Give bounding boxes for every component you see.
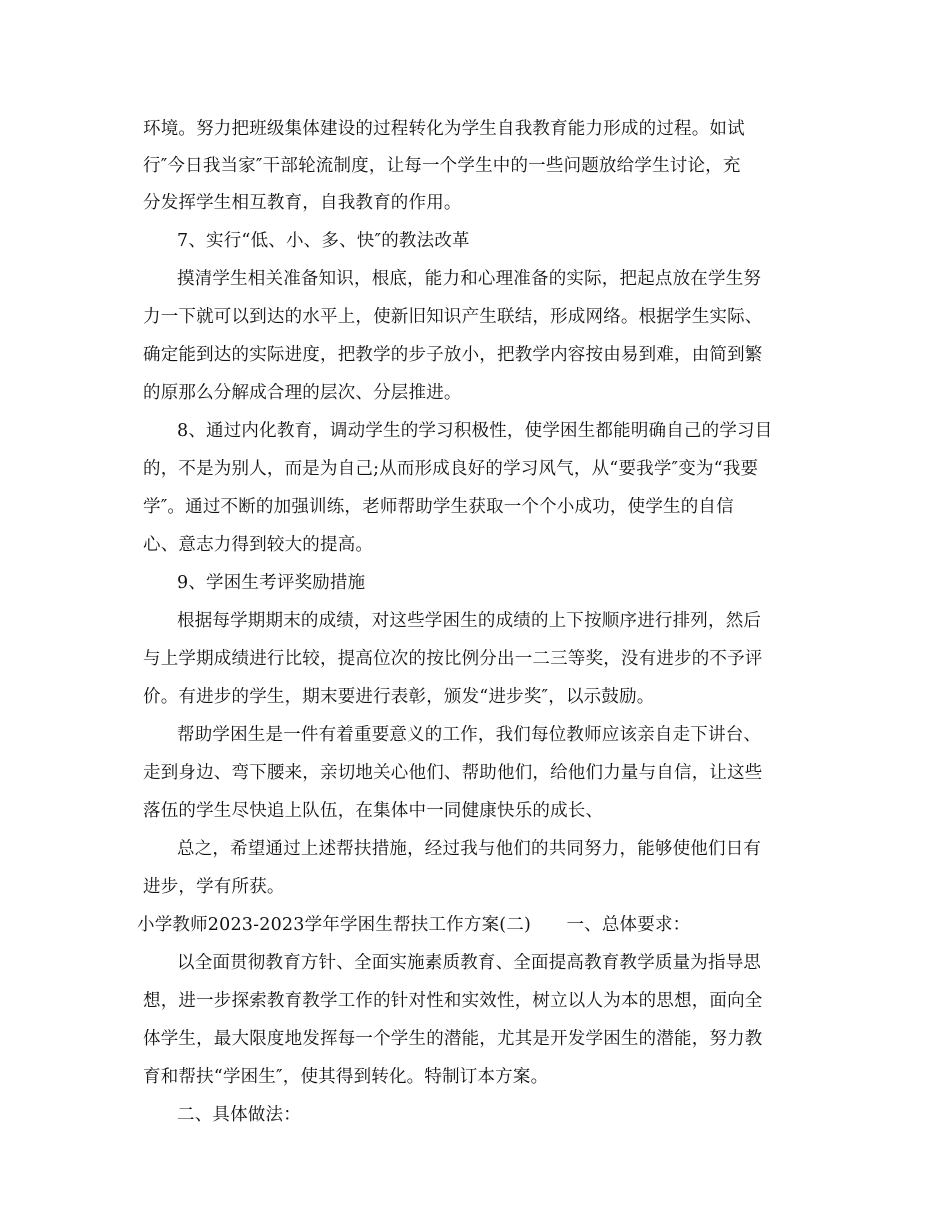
- text-line: 价。有进步的学生，期末要进行表彰，颁发“进步奖″，以示鼓励。: [143, 687, 655, 707]
- text-line: 确定能到达的实际进度，把教学的步子放小，把教学内容按由易到难，由简到繁: [143, 345, 763, 365]
- text-line: 学″。通过不断的加强训练，老师帮助学生获取一个个小成功，使学生的自信: [143, 497, 734, 517]
- document-title-line: 小学教师2023-2023学年学困生帮扶工作方案(二) 一、总体要求：: [137, 915, 691, 935]
- text-line: 进步，学有所获。: [143, 877, 285, 897]
- text-line: 分发挥学生相互教育，自我教育的作用。: [143, 193, 462, 213]
- text-line: 心、意志力得到较大的提高。: [143, 535, 374, 555]
- text-line: 力一下就可以到达的水平上，使新旧知识产生联结，形成网络。根据学生实际、: [143, 307, 763, 327]
- text-line: 想，进一步探索教育教学工作的针对性和实效性，树立以人为本的思想，面向全: [143, 991, 763, 1011]
- text-line: 摸清学生相关准备知识，根底，能力和心理准备的实际，把起点放在学生努: [177, 269, 762, 289]
- text-line: 环境。努力把班级集体建设的过程转化为学生自我教育能力形成的过程。如试: [143, 119, 745, 139]
- section-heading: 8、通过内化教育，调动学生的学习积极性，使学困生都能明确自己的学习目: [177, 421, 773, 441]
- text-line: 与上学期成绩进行比较，提高位次的按比例分出一二三等奖，没有进步的不予评: [143, 649, 763, 669]
- text-line: 育和帮扶“学困生″，使其得到转化。特制订本方案。: [143, 1067, 549, 1087]
- text-line: 根据每学期期末的成绩，对这些学困生的成绩的上下按顺序进行排列，然后: [177, 611, 762, 631]
- text-line: 帮助学困生是一件有着重要意义的工作，我们每位教师应该亲自走下讲台、: [177, 725, 762, 745]
- text-line: 以全面贯彻教育方针、全面实施素质教育、全面提高教育教学质量为指导思: [177, 953, 762, 973]
- text-line: 的，不是为别人，而是为自己;从而形成良好的学习风气，从“要我学″变为“我要: [143, 459, 759, 479]
- text-line: 行″今日我当家″干部轮流制度，让每一个学生中的一些问题放给学生讨论，充: [143, 156, 741, 176]
- text-line: 落伍的学生尽快追上队伍，在集体中一同健康快乐的成长、: [143, 801, 604, 821]
- text-line: 体学生，最大限度地发挥每一个学生的潜能，尤其是开发学困生的潜能，努力教: [143, 1029, 763, 1049]
- section-heading: 7、实行“低、小、多、快″的教法改革: [177, 231, 470, 251]
- text-line: 总之，希望通过上述帮扶措施，经过我与他们的共同努力，能够使他们日有: [177, 839, 762, 859]
- section-heading: 9、学困生考评奖励措施: [177, 573, 366, 593]
- text-line: 的原那么分解成合理的层次、分层推进。: [143, 383, 462, 403]
- section-heading: 二、具体做法：: [177, 1105, 301, 1125]
- text-line: 走到身边、弯下腰来，亲切地关心他们、帮助他们，给他们力量与自信，让这些: [143, 763, 763, 783]
